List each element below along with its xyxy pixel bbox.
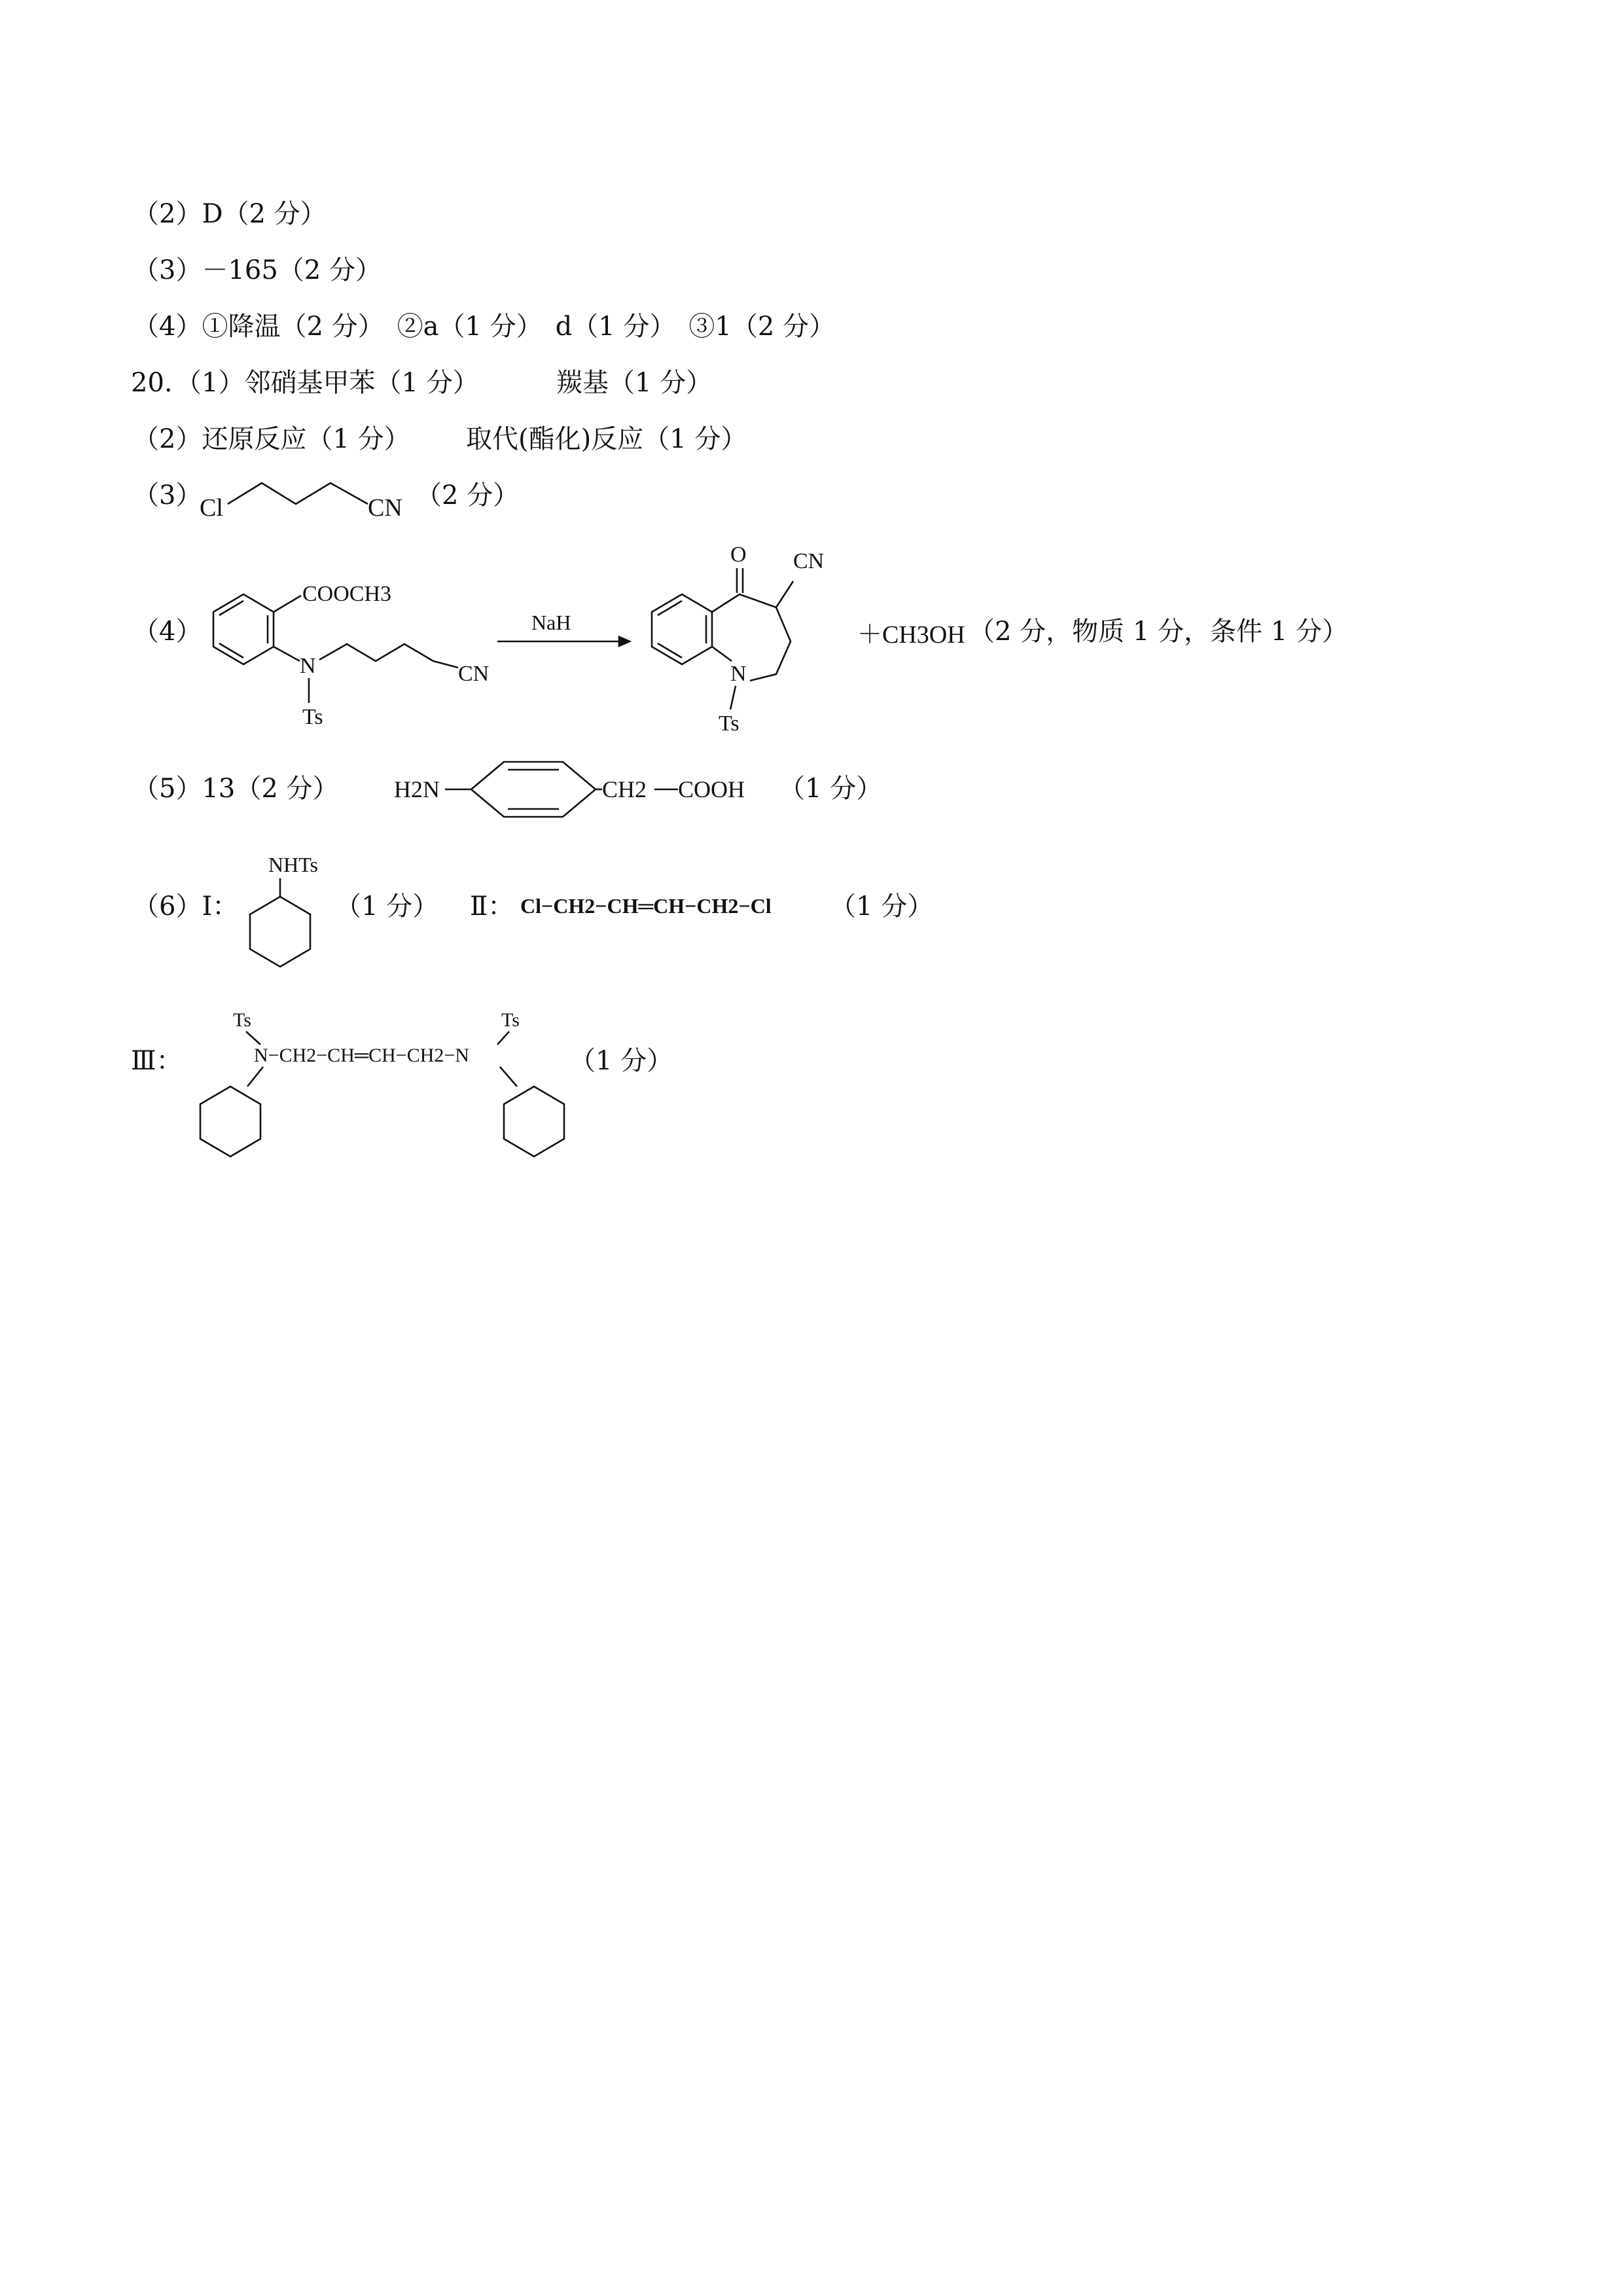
answer-19-2: （2）D（2 分） <box>133 199 327 229</box>
atom-n2: N <box>730 662 747 686</box>
formula-ii: Cl−CH2−CH═CH−CH2−Cl <box>520 894 772 918</box>
group-ts2: Ts <box>719 711 740 736</box>
group-ch2: CH2 <box>602 776 647 802</box>
answer-19-4: （4）①降温（2 分） ②a（1 分） d（1 分） ③1（2 分） <box>133 312 836 342</box>
group-ts-left: Ts <box>233 1009 251 1031</box>
answer-20-6-label: （6）Ⅰ： <box>133 891 239 922</box>
chain-iii: N−CH2−CH═CH−CH2−N <box>254 1045 469 1066</box>
group-cooch3: COOCH3 <box>302 582 392 606</box>
atom-cn: CN <box>368 494 402 522</box>
byproduct-methanol: ＋CH3OH <box>857 621 965 649</box>
answer-20-6-score1: （1 分） <box>335 891 439 922</box>
answer-20-6-score2: （1 分） <box>830 891 934 922</box>
atom-o: O <box>730 543 747 567</box>
group-h2n: H2N <box>394 776 440 802</box>
answer-20-6-score3: （1 分） <box>569 1046 673 1076</box>
answer-20-5-label: （5）13（2 分） <box>133 774 339 804</box>
answer-20-1b: 羰基（1 分） <box>556 368 713 398</box>
answer-20-3-score: （2 分） <box>416 480 520 511</box>
group-cn2: CN <box>793 549 825 573</box>
answer-20-5-score: （1 分） <box>779 774 883 804</box>
answer-20-4-label: （4） <box>133 617 202 647</box>
reagent-nah: NaH <box>531 611 571 634</box>
group-ts-right: Ts <box>501 1009 520 1031</box>
answer-20-6-label3: Ⅲ： <box>131 1046 183 1076</box>
answer-20-2b: 取代(酯化)反应（1 分） <box>466 424 747 454</box>
group-cooh: COOH <box>678 776 745 802</box>
answer-19-3: （3）－165（2 分） <box>133 255 382 285</box>
atom-cl: Cl <box>200 494 223 522</box>
group-ts: Ts <box>302 705 323 729</box>
group-cn: CN <box>458 662 490 686</box>
answer-20-6-label2: Ⅱ： <box>470 891 514 922</box>
question-number-20: 20. <box>131 368 173 398</box>
answer-20-2a: （2）还原反应（1 分） <box>133 424 410 454</box>
group-nhts: NHTs <box>268 853 318 876</box>
answer-20-1a: （1）邻硝基甲苯（1 分） <box>175 368 479 398</box>
answer-20-4-score: （2 分，物质 1 分，条件 1 分） <box>969 617 1348 647</box>
atom-n: N <box>300 654 316 678</box>
answer-20-3-label: （3） <box>133 480 202 511</box>
